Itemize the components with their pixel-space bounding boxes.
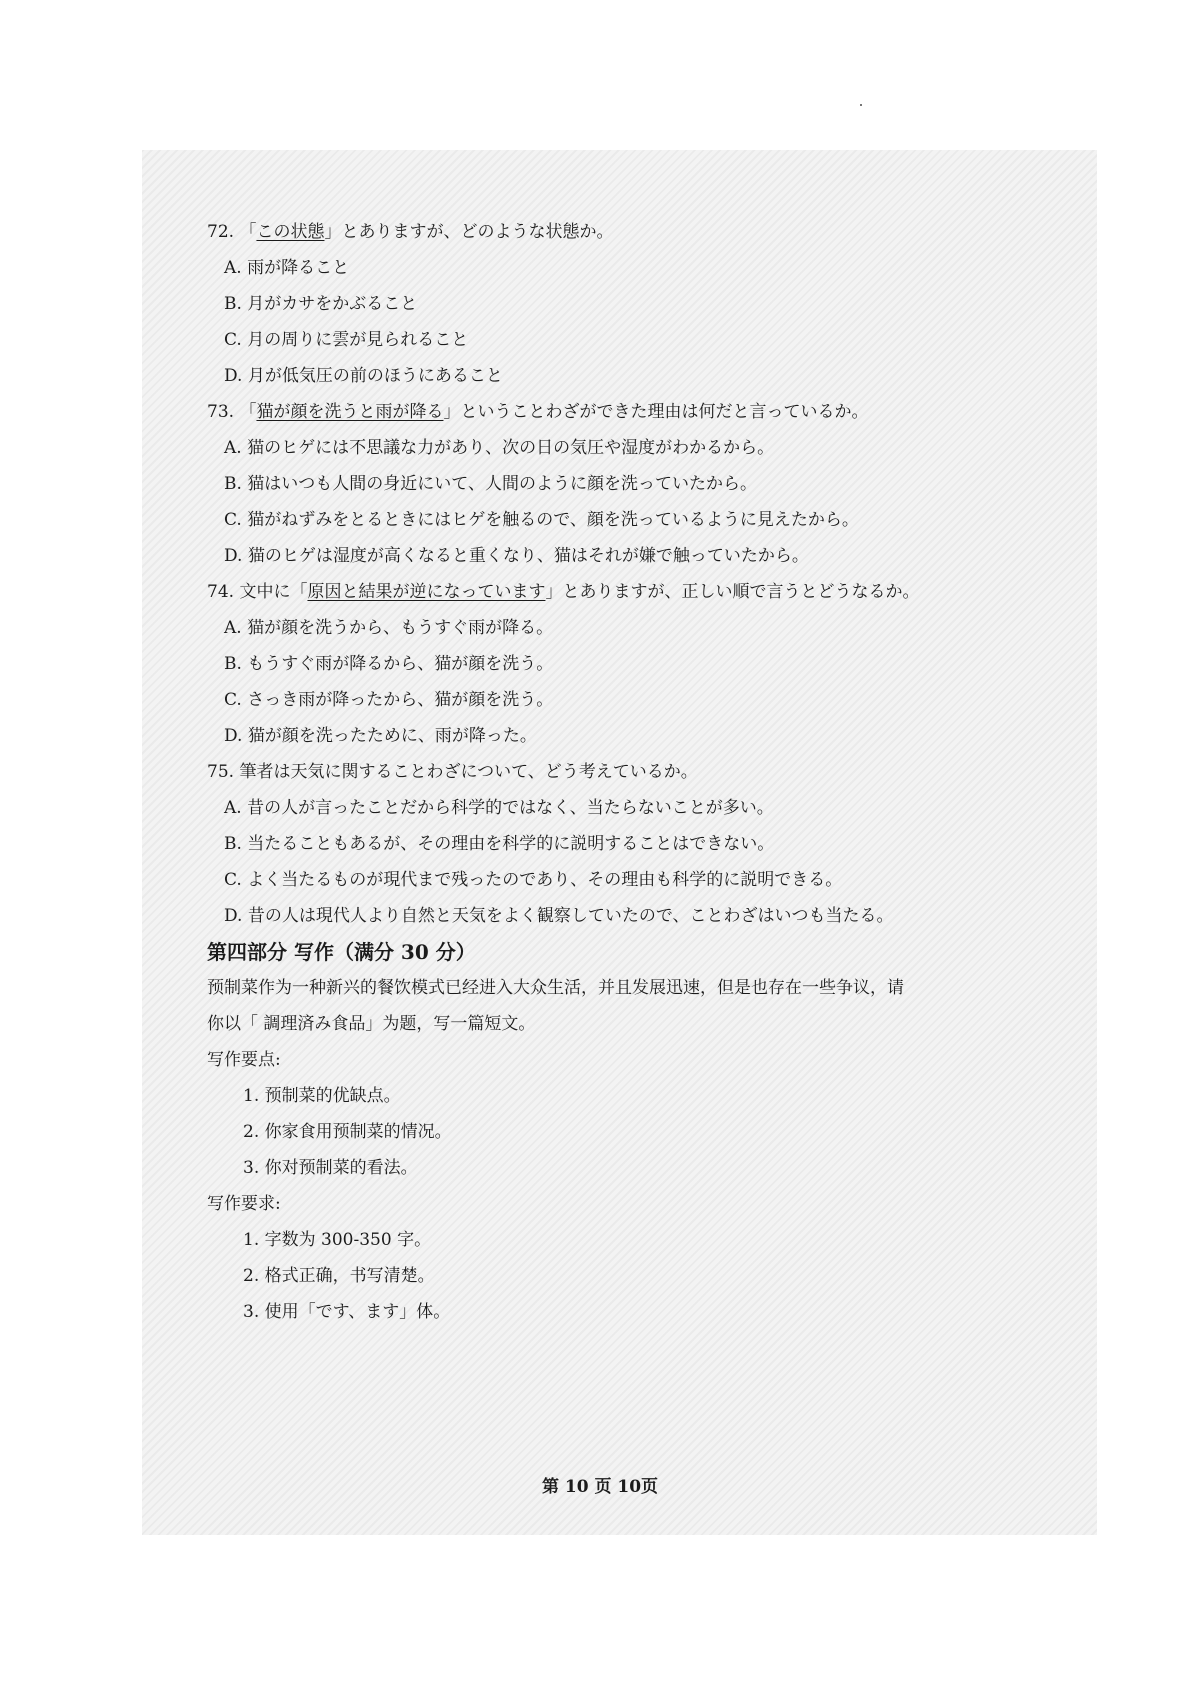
question-74-option-d: D. 猫が顔を洗ったために、雨が降った。 xyxy=(224,726,537,746)
question-75-option-b: B. 当たることもあるが、その理由を科学的に説明することはできない。 xyxy=(224,834,775,854)
question-74-option-a: A. 猫が顔を洗うから、もうすぐ雨が降る。 xyxy=(224,618,554,638)
question-75-stem: 75. 筆者は天気に関することわざについて、どう考えているか。 xyxy=(207,762,698,782)
question-74-underlined-phrase: 原因と結果が逆になっています xyxy=(307,582,546,602)
question-72-option-a: A. 雨が降ること xyxy=(224,258,350,278)
writing-requirement-2: 2. 格式正确，书写清楚。 xyxy=(243,1266,435,1286)
question-73-option-b: B. 猫はいつも人間の身近にいて、人間のように顔を洗っていたから。 xyxy=(224,474,757,494)
question-72-option-b: B. 月がカサをかぶること xyxy=(224,294,418,314)
question-72-stem: 72. 「この状態」とありますが、どのような状態か。 xyxy=(207,222,614,242)
question-73-option-c: C. 猫がねずみをとるときにはヒゲを触るので、顔を洗っているように見えたから。 xyxy=(224,510,859,530)
writing-points-label: 写作要点: xyxy=(207,1050,281,1070)
writing-prompt-line-2: 你以「 調理済み食品」为题，写一篇短文。 xyxy=(207,1014,536,1034)
scan-speck xyxy=(860,104,862,106)
writing-section-heading: 第四部分 写作（满分 30 分） xyxy=(207,940,476,964)
question-72-option-c: C. 月の周りに雲が見られること xyxy=(224,330,469,350)
question-74-stem: 74. 文中に「原因と結果が逆になっています」とありますが、正しい順で言うとどうなるか。 xyxy=(207,582,920,602)
writing-requirement-1: 1. 字数为 300-350 字。 xyxy=(243,1230,432,1250)
question-74-option-b: B. もうすぐ雨が降るから、猫が顔を洗う。 xyxy=(224,654,554,674)
writing-point-1: 1. 预制菜的优缺点。 xyxy=(243,1086,401,1106)
question-72-underlined-phrase: この状態 xyxy=(256,222,325,242)
question-75-option-a: A. 昔の人が言ったことだから科学的ではなく、当たらないことが多い。 xyxy=(224,798,774,818)
writing-requirement-3: 3. 使用「です、ます」体。 xyxy=(243,1302,451,1322)
question-72-option-d: D. 月が低気圧の前のほうにあること xyxy=(224,366,503,386)
question-75-option-c: C. よく当たるものが現代まで残ったのであり、その理由も科学的に説明できる。 xyxy=(224,870,843,890)
page-number: 第 10 页 10页 xyxy=(541,1477,659,1497)
exam-content xyxy=(207,214,1087,1330)
writing-requirements-label: 写作要求: xyxy=(207,1194,281,1214)
question-73-underlined-phrase: 猫が顔を洗うと雨が降る xyxy=(256,402,444,422)
question-73-option-a: A. 猫のヒゲには不思議な力があり、次の日の気圧や湿度がわかるから。 xyxy=(224,438,775,458)
question-73-stem: 73. 「猫が顔を洗うと雨が降る」ということわざができた理由は何だと言っているか。 xyxy=(207,402,869,422)
question-74-option-c: C. さっき雨が降ったから、猫が顔を洗う。 xyxy=(224,690,554,710)
question-73-option-d: D. 猫のヒゲは湿度が高くなると重くなり、猫はそれが嫌で触っていたから。 xyxy=(224,546,809,566)
writing-prompt-line-1: 预制菜作为一种新兴的餐饮模式已经进入大众生活，并且发展迅速，但是也存在一些争议，请 xyxy=(207,978,904,998)
question-75-option-d: D. 昔の人は現代人より自然と天気をよく観察していたので、ことわざはいつも当たる。 xyxy=(224,906,894,926)
writing-point-2: 2. 你家食用预制菜的情况。 xyxy=(243,1122,452,1142)
writing-point-3: 3. 你对预制菜的看法。 xyxy=(243,1158,418,1178)
